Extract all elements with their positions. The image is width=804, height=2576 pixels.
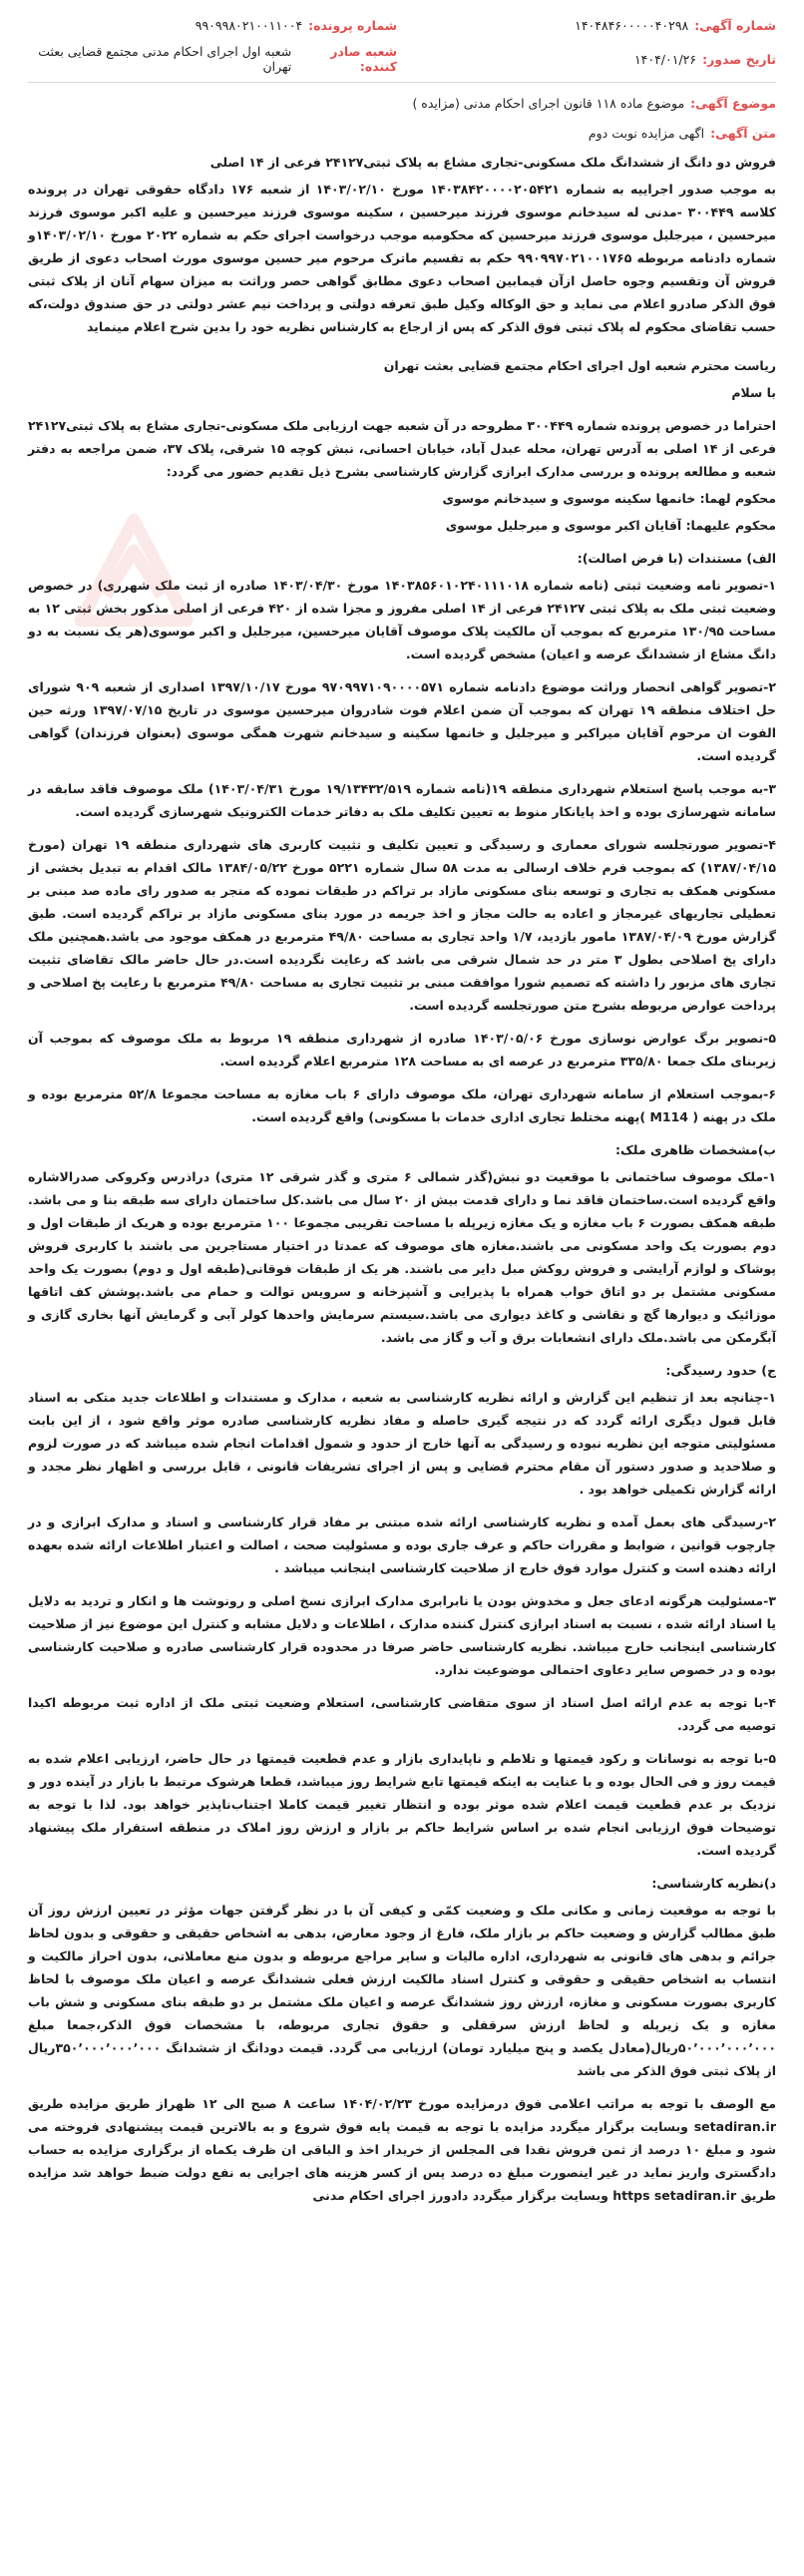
ad-subject xyxy=(28,91,776,115)
doc-item: ۱-تصویر نامه وضعیت ثبتی (نامه شماره ۱۴۰۳۸۵۶۰۱۰۲۴۰۱۱۱۰۱۸ مورخ ۱۴۰۳/۰۴/۳۰ صادره از ثبت ملک شهرری) در خصوص وضعیت ثبتی ملک به پلاک ثبتی ۲۴۱۲۷ فرعی از ۱۴ اصلی مفروز و مجزا شده از ۴۲۰ فرعی از اصلی مذکور بخش ثبتی ۱۲ به مساحت ۱۳۰/۹۵ مترمربع که بموجب آن مالکیت پلاک موصوف آقایان میرحسین، میرجلیل و اکبر موسوی(هر یک نسبت به دو دانگ مشاع از ششدانگ عرصه و اعیان) مشخص گردیده است. xyxy=(28,578,777,661)
spec-item: ۱-ملک موصوف ساختمانی با موقعیت دو نبش(گذر شمالی ۶ متری و گذر شرقی ۱۲ متری) دراذرس وکروکی صدرالاشاره واقع گردیده است.ساختمان فاقد نما و دارای قدمت بیش از ۲۰ سال می باشد.کل ساختمان دارای سه طبقه بنا و می باشد. طبقه همکف بصورت ۶ باب مغازه و یک مغازه زیرپله با مساحت تقریبی مجموعا ۱۰۰ مترمربع بوده و هریک از طبقات اول و دوم بصورت یک واحد مسکونی می باشند.مغازه های موصوف که عمدتا در اختیار مستاجرین می باشند با کاربری فروش پوشاک و لوازم آرایشی و فروش روکش مبل دایر می باشند. هر یک از طبقات فوقانی(طبقه اول و دوم) بصورت یک واحد مسکونی مشتمل بر دو اتاق خواب همراه با پذیرایی و آشپزخانه و سرویس توالت و حمام می باشد.پوشش کف اتاقها موزائیک و دیوارها گچ و نقاشی و کاغذ دیواری می باشد.سیستم سرمایش واحدها کولر آبی و گرمایش آنها بخاری گازی و آبگرمکن می باشد.ملک دارای انشعابات برق و آب و گاز می باشد. xyxy=(28,1169,777,1345)
report-address: ریاست محترم شعبه اول اجرای احکام مجتمع قضایی بعثت تهران xyxy=(383,358,776,373)
ad-subject-value: موضوع ماده ۱۱۸ قانون اجرای احکام مدنی (مزایده ) xyxy=(412,95,685,111)
case-number-value: ۹۹۰۹۹۸۰۲۱۰۰۱۱۰۰۴ xyxy=(195,17,303,33)
opinion-text: با توجه به موقعیت زمانی و مکانی ملک و وضعیت کمّی و کیفی آن با در نظر گرفتن جهات مؤثر در تعیین ارزش روز آن طبق مطالب گزارش و وضعیت حاکم بر بازار ملک، فارغ از وجود معارض، بدهی به اشخاص حقیقی و حقوقی و بدون لحاظ جرائم و بدهی های قانونی به شهرداری، اداره مالیات و سایر مراجع مربوطه و بدون منع معاملاتی، بدون احراز مالکیت و انتساب به اشخاص حقیقی و حقوقی و کنترل اسناد مالکیت ارزش فعلی ششدانگ عرصه و اعیان ملک موصوف با لحاظ کاربری بصورت مسکونی و مغازه، ارزش روز ششدانگ عرصه و اعیان ملک مشتمل بر دو طبقه بنای مسکونی و شش باب مغازه و یک زیرپله و لحاظ ارزش سرقفلی و حقوق تجاری مربوطه، با مشخصات فوق الذکر،جمعا مبلغ ۵۰٬۰۰۰٬۰۰۰٬۰۰۰ریال(معادل یکصد و پنج میلیارد تومان) ارزیابی می گردد. قیمت دودانگ از ششدانگ ۳۵۰٬۰۰۰٬۰۰۰٬۰۰۰ریال از پلاک ثبتی فوق الذکر می باشد xyxy=(28,1903,776,2078)
specs-heading: ب)مشخصات ظاهری ملک: xyxy=(614,1142,776,1157)
doc-item: ۵-تصویر برگ عوارض نوسازی مورخ ۱۴۰۳/۰۵/۰۶ صادره از شهرداری منطقه ۱۹ مربوط به ملک موصوف که بموجب آن زیربنای ملک جمعا ۳۳۵/۸۰ مترمربع در عرصه ای به مساحت ۱۲۸ مترمربع اعلام گردیده است. xyxy=(28,1031,776,1069)
docs-heading: الف) مستندات (با فرض اصالت): xyxy=(577,551,776,566)
doc-item: ۶-بموجب استعلام از سامانه شهرداری تهران، ملک موصوف دارای ۶ باب مغازه به مساحت مجموعا ۵۲/۸ مترمربع بوده و ملک در پهنه ( M114 )پهنه مختلط تجاری اداری خدمات با مسکونی) واقع گردیده است. xyxy=(28,1086,776,1124)
ad-text xyxy=(28,121,776,145)
doc-item: ۳-به موجب پاسخ استعلام شهرداری منطقه ۱۹(نامه شماره ۱۹/۱۳۴۳۲/۵۱۹ مورخ ۱۴۰۳/۰۴/۳۱) ملک موصوف فاقد سابقه در سامانه شهرسازی بوده و اخذ پایانکار منوط به تعیین تکلیف ملک به دفاتر خدمات الکترونیک شهرسازی گردیده است. xyxy=(28,781,776,819)
ad-subject-label: موضوع آگهی: xyxy=(690,95,776,111)
case-number xyxy=(28,18,397,33)
scope-item: ۱-چنانچه بعد از تنظیم این گزارش و ارائه نظریه کارشناسی به شعبه ، مدارک و مستندات و اطلاعات جدید متکی به اسناد قابل قبول دیگری ارائه گردد که در نتیجه گیری حاصله و مفاد نظریه کارشناسی صادره موثر واقع شود ، از این بابت مسئولیتی متوجه این نظریه نبوده و رسیدگی به آنها خارج از حدود و شمول اقدامات انجام شده میباشد که در صورت لزوم و صلاحدید و صدور دستور آن مقام محترم قضایی و پس از اجرای تشریفات قانونی ، قابل بررسی و اظهار نظر مجدد و ارائه گزارش تکمیلی خواهد بود . xyxy=(28,1390,776,1497)
watermark-logo-icon xyxy=(64,509,203,648)
issue-date-label: تاریخ صدور: xyxy=(702,51,776,67)
scope-item: ۲-رسیدگی های بعمل آمده و نظریه کارشناسی ارائه شده مبتنی بر مفاد قرار کارشناسی و اسناد و مدارک ابرازی و در چارچوب قوانین ، ضوابط و مقررات حاکم و عرف جاری بوده و مسئولیت صحت ، اصالت و اعتبار اطلاعات ارائه شده بعهده ارائه دهنده است و کنترل موارد فوق خارج از صلاحیت کارشناسی اینجانب میباشد . xyxy=(28,1514,776,1575)
ad-text-label: متن آگهی: xyxy=(710,125,776,141)
doc-item: ۴-تصویر صورتجلسه شورای معماری و رسیدگی و تعیین تکلیف و تثبیت کاربری های شهرداری منطقه ۱۹ تهران (مورخ ۱۳۸۷/۰۴/۱۵) که بموجب فرم خلاف ارسالی به مدت ۵۸ سال شماره ۵۲۲۱ مورخ ۱۳۸۴/۰۵/۲۲ مالک اقدام به تبدیل بخشی از مسکونی همکف به تجاری و توسعه بنای مسکونی مازاد بر تراکم در طبقات نموده که منجر به صدور رای ماده صد مبنی بر تعطیلی تجاریهای غیرمجاز و اعاده به حالت مجاز و اخذ جریمه در مورد بنای مسکونی مازاد بر تراکم گردیده است. طبق گزارش مورخ ۱۳۸۷/۰۴/۰۹ مامور بازدید، ۱/۷ واحد تجاری به مساحت ۴۹/۸۰ مترمربع در همکف موجود می باشد.همچنین ملک دارای پخ اصلاحی بطول ۳ متر در حد شمال شرقی می باشد که رعایت نگردیده است.در حال حاضر مالک تقاضای تثبیت تجاری های مزبور را داشته که تصمیم شورا موافقت مبنی بر تثبیت تجاری به مساحت ۴۹/۸۰ مترمربع با رعایت پخ اصلاحی و پرداخت عوارض مربوطه بشرح متن صورتجلسه گردیده است. xyxy=(28,837,777,1013)
paragraph-execution: به موجب صدور اجراییه به شماره ۱۴۰۳۸۴۲۰۰۰۰۲۰۵۴۲۱ مورخ ۱۴۰۳/۰۲/۱۰ از شعبه ۱۷۶ دادگاه حقوقی تهران در پرونده کلاسه ۳۰۰۴۴۹ -مدنی له سیدخانم موسوی فرزند میرحسین ، سکینه موسوی فرزند میرحسین و علیه اکبر موسوی فرزند میرحسین ، میرجلیل موسوی فرزند میرحسین که محکومبه موجب درخواست اجرای حکم به شماره ۲۰۲۲ مورخ ۱۴۰۳/۰۲/۱۰و شماره دادنامه مربوطه ۹۹۰۹۹۷۰۲۱۰۰۱۷۶۵ حکم به تقسیم ماترک مرحوم میر حسین موسوی مورث اصحاب دعوی از طریق فروش آن وتقسیم وجوه حاصل ازآن فیمابین اصحاب دعوی مطابق گواهی حصر وراثت به میزان سهام آنان از پلاک ثبتی فوق الذکر صادرو اعلام می نماید و حق الوکاله وکیل طبق تعرفه دولتی و پرداخت نیم عشر دولتی در حق صندوق دولت،که حسب تقاضای محکوم له پلاک ثبتی فوق الذکر که پس از ارجاع به کارشناس نظریه خود را بدین شرح اعلام مینماید xyxy=(28,182,776,334)
judgment-debtors: محکوم علیهما: آقایان اکبر موسوی و میرجلیل موسوی xyxy=(445,518,776,533)
scope-item: ۳-مسئولیت هرگونه ادعای جعل و مخدوش بودن یا نابرابری مدارک ابرازی نسخ اصلی و رونوشت ها و انکار و تردید به دلایل یا اسناد ارائه شده ، نسبت به اسناد ابرازی کنترل کننده مدارک ، اطلاعات و دلایل مشابه و کنترل این موضوع نیز از صلاحیت کارشناسی اینجانب خارج میباشد. نظریه کارشناسی حاضر صرفا در محدوده قرار کارشناسی صادره و صلاحیت کارشناسی بوده و در خصوص سایر دعاوی احتمالی موضوعیت ندارد. xyxy=(28,1593,776,1677)
header-divider xyxy=(28,82,776,83)
scope-heading: ج) حدود رسیدگی: xyxy=(665,1363,776,1378)
issuing-branch-value: شعبه اول اجرای احکام مدنی مجتمع قضایی بعثت تهران xyxy=(38,44,292,74)
ad-number xyxy=(417,18,776,33)
ad-number-label: شماره آگهی: xyxy=(694,17,776,33)
header-row-2 xyxy=(28,46,776,72)
notice-body xyxy=(28,151,776,2207)
issuing-branch-label: شعبه صادر کننده: xyxy=(330,44,397,74)
doc-item: ۲-تصویر گواهی انحصار وراثت موضوع دادنامه شماره ۹۷۰۹۹۷۱۰۹۰۰۰۰۵۷۱ مورخ ۱۳۹۷/۱۰/۱۷ اصداری از شعبه ۹۰۹ شورای حل اختلاف منطقه ۱۹ تهران که بموجب آن ضمن اعلام فوت شادروان میرحسین موسوی در تاریخ ۱۳۹۷/۰۷/۱۵ ورثه حین الفوت ان مرحوم آقایان میراکبر و میرجلیل و خانمها سکینه و سیدخانم شهرت همگی موسوی (بعنوان فرزندان) گواهی گردیده است. xyxy=(28,679,777,763)
ad-text-title: اگهی مزایده نوبت دوم xyxy=(588,125,705,141)
paragraph-sale-title: فروش دو دانگ از ششدانگ ملک مسکونی-تجاری مشاع به پلاک ثبتی۲۴۱۲۷ فرعی از ۱۴ اصلی xyxy=(209,155,776,170)
issuing-branch xyxy=(28,44,397,74)
header-row-1 xyxy=(28,12,776,38)
scope-item: ۴-با توجه به عدم ارائه اصل اسناد از سوی متقاضی کارشناسی، استعلام وضعیت ثبتی ملک از اداره ثبت مربوطه اکیدا توصیه می گردد. xyxy=(28,1695,776,1733)
ad-number-value: ۱۴۰۴۸۴۶۰۰۰۰۰۴۰۲۹۸ xyxy=(575,17,689,33)
report-greeting: با سلام xyxy=(731,385,776,400)
judgment-creditors: محکوم لهما: خانمها سکینه موسوی و سیدخانم موسوی xyxy=(442,491,776,506)
report-intro: احتراما در خصوص پرونده شماره ۳۰۰۴۴۹ مطروحه در آن شعبه جهت ارزیابی ملک مسکونی-تجاری مشاع به پلاک ثبتی۲۴۱۲۷ فرعی از ۱۴ اصلی به آدرس تهران، محله عبدل آباد، خیابان احسانی، نبش کوچه ۱۵ شرقی، پلاک ۳۷، ضمن مراجعه به دفتر شعبه و مطالعه پرونده و بررسی مدارک ابرازی گزارش کارشناسی بشرح ذیل تقدیم حضور می گردد: xyxy=(28,418,777,479)
issue-date xyxy=(417,52,776,67)
issue-date-value: ۱۴۰۴/۰۱/۲۶ xyxy=(633,51,697,67)
closing-text: مع الوصف با توجه به مراتب اعلامی فوق درمزایده مورخ ۱۴۰۴/۰۲/۲۳ ساعت ۸ صبح الی ۱۲ ظهراز طریق مزایده طریق setadiran.ir وبسایت برگزار میگردد مزایده با توجه به قیمت پایه فوق شروع و به بالاترین قیمت پیشنهادی فروخته می شود و مبلغ ۱۰ درصد از ثمن فروش نقدا فی المجلس از خریدار اخذ و الباقی ان ظرف یکماه از برگزاری مزایده به حساب دادگستری واریز نماید در غیر اینصورت مبلغ ده درصد پس از کسر هزینه های اجرایی به نفع دولت ضبط خواهد شد مزایده طریق https setadiran.ir وبسایت برگزار میگردد دادورز اجرای احکام مدنی xyxy=(28,2096,776,2203)
case-number-label: شماره پرونده: xyxy=(308,17,397,33)
scope-item: ۵-با توجه به نوسانات و رکود قیمتها و تلاطم و ناپایداری بازار و عدم قطعیت قیمتها در حال حاضر، ارزیابی اعلام شده به قیمت روز و فی الحال بوده و با عنایت به اینکه قیمتها تابع شرایط روز میباشد، قطعا هرشوک مرتبط با بازار در آینده دور و نزدیک بر عدم قطعیت قیمت اعلام شده موثر بوده و انتظار تغییر قیمت کاملا اجتناب‌ناپذیر خواهد بود. لذا با توجه به توضیحات فوق ارزیابی انجام شده بر اساس شرایط حاکم بر بازار و ارزش روز املاک در منطقه استقرار ملک پیشنهاد گردیده است. xyxy=(28,1751,776,1858)
opinion-heading: د)نظریه کارشناسی: xyxy=(651,1876,776,1891)
